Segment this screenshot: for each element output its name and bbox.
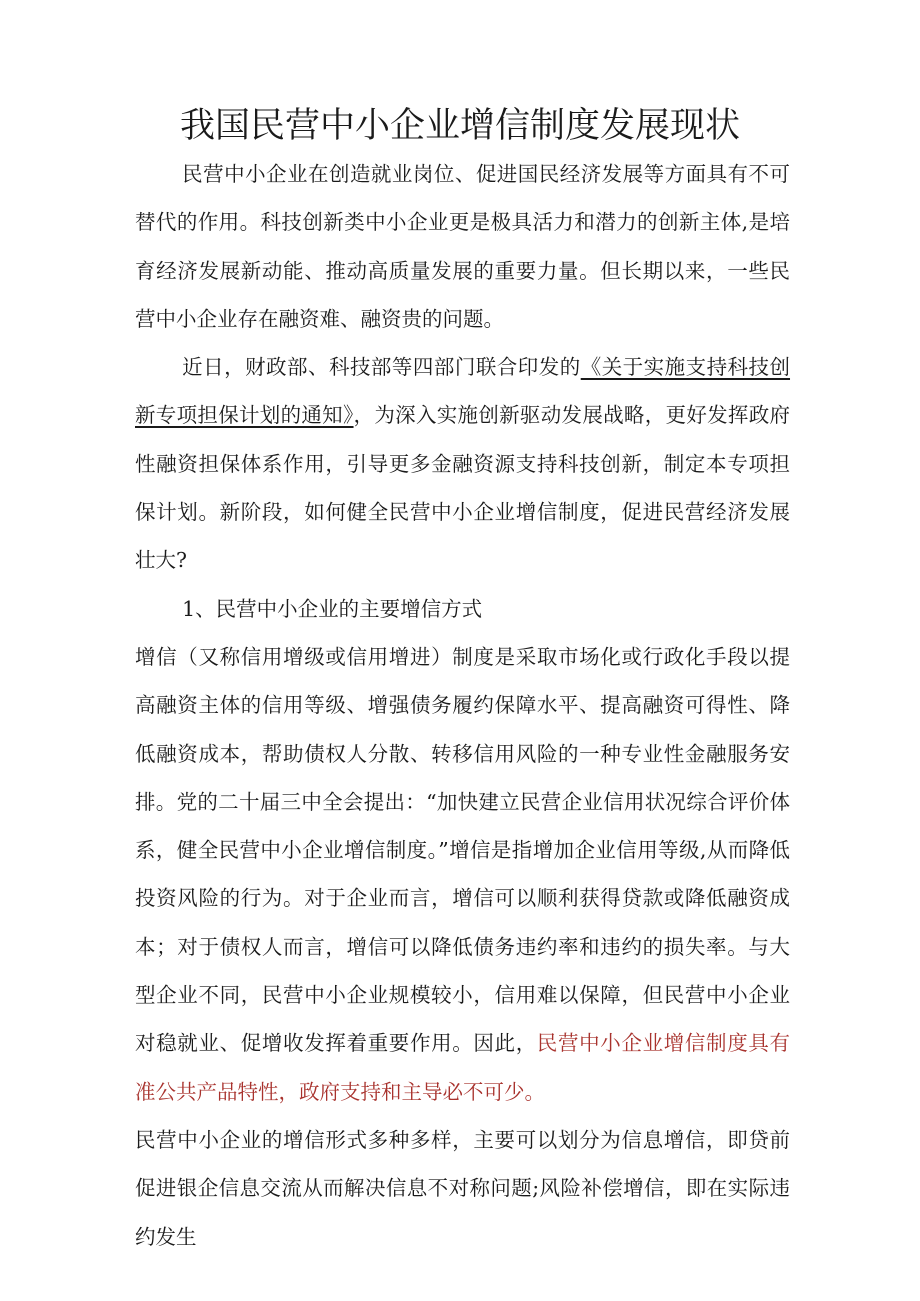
document-title: 我国民营中小企业增信制度发展现状	[179, 106, 740, 146]
paragraph-policy-rest: ，为深入实施创新驱动发展战略，更好发挥政府性融资担保体系作用，引导更多金融资源支持科技创新，制定本专项担保计划。新阶段，如何健全民营中小企业增信制度，促进民营经济发展壮大?	[135, 403, 791, 573]
section-heading-1: 1、民营中小企业的主要增信方式	[182, 596, 483, 621]
paragraph-enhancement-forms: 民营中小企业的增信形式多种多样，主要可以划分为信息增信，即贷前促进银企信息交流从而解决信息不对称问题;风险补偿增信，即在实际违约发生	[135, 1127, 790, 1249]
policy-notice-link[interactable]: 《关于实施支持科技创新专项担保计划的通知》	[135, 355, 791, 428]
paragraph-credit-enhancement-text: 增信（又称信用增级或信用增进）制度是采取市场化或行政化手段以提高融资主体的信用等级、增强债务履约保障水平、提高融资可得性、降低融资成本，帮助债权人分散、转移信用风险的一种专业性金融服务安排。党的二十届三中全会提出：“加快建立民营企业信用状况综合评价体系，健全民营中小企业增信制度。”增信是指增加企业信用等级,从而降低投资风险的行为。对于企业而言，增信可以顺利获得贷款或降低融资成本；对于债权人而言，增信可以降低债务违约率和违约的损失率。与大型企业不同，民营中小企业规模较小，信用难以保障，但民营中小企业对稳就业、促增收发挥着重要作用。因此，	[135, 644, 790, 1056]
document-body	[135, 150, 790, 1261]
paragraph-policy	[135, 343, 790, 584]
paragraph-intro: 民营中小企业在创造就业岗位、促进国民经济发展等方面具有不可替代的作用。科技创新类中小企业更是极具活力和潜力的创新主体,是培育经济发展新动能、推动高质量发展的重要力量。但长期以来，一些民营中小企业存在融资难、融资贵的问题。	[135, 162, 790, 331]
paragraph-policy-lead: 近日，财政部、科技部等四部门联合印发的	[182, 355, 581, 380]
highlighted-conclusion: 民营中小企业增信制度具有准公共产品特性，政府支持和主导必不可少。	[135, 1031, 791, 1104]
paragraph-credit-enhancement	[135, 633, 790, 1116]
